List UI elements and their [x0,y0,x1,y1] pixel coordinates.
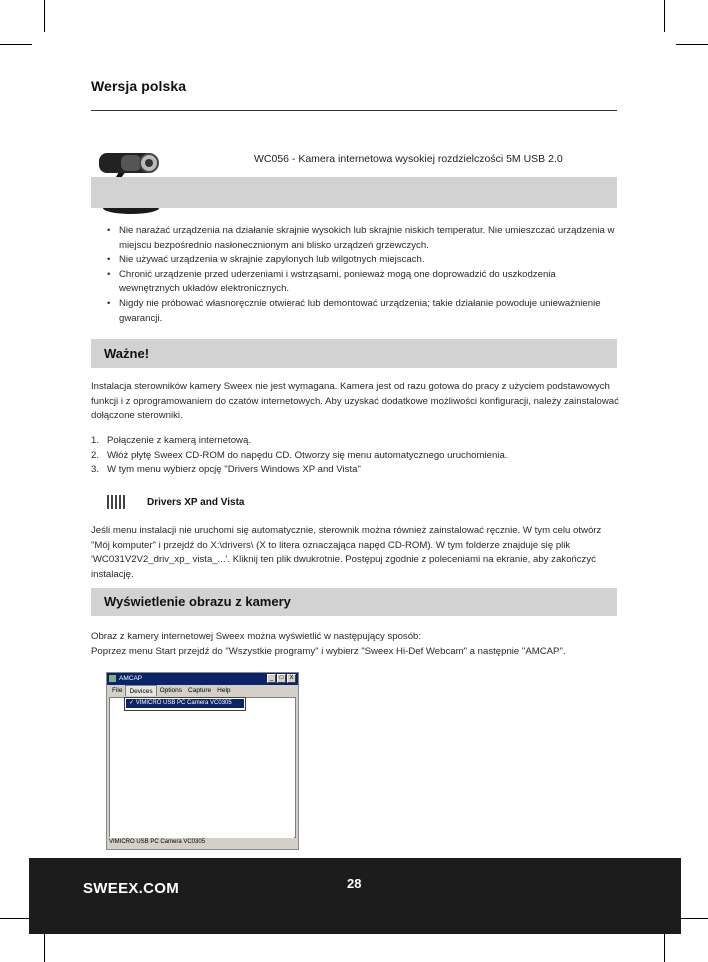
important-outro: Jeśli menu instalacji nie uruchomi się automatycznie, sterownik można również zainstalować ręcznie. W tym celu otwórz "Mój komputer" i przejdź do X:\drivers\ (X to litera oznaczająca napęd CD-ROM). W tym folderze znajduje się plik 'WC031V2V2_driv_xp_ vista_...'. Kliknij ten plik dwukrotnie. Postępuj zgodnie z poleceniami na ekranie, aby zakończyć instalację. [91,525,602,580]
device-item: ✓ VIMICRO USB PC Camera VC0305 [126,699,244,708]
menu-file: File [112,687,123,694]
section-title-important: Ważne! [104,346,150,361]
crop-mark [664,0,665,32]
display-line-1: Obraz z kamery internetowej Sweex można wyświetlić w następujący sposób: [91,631,422,642]
product-bar [91,177,617,208]
amcap-title: AMCAP [119,675,143,682]
page-header-title: Wersja polska [91,78,187,94]
app-icon [109,675,116,682]
list-item: 3. W tym menu wybierz opcję "Drivers Windows XP and Vista" [91,464,361,476]
product-title: WC056 - Kamera internetowa wysokiej rozdzielczości 5M USB 2.0 [254,153,563,165]
section-bar-important [91,339,617,368]
crop-mark [44,932,45,962]
important-intro: Instalacja sterowników kamery Sweex nie jest wymagana. Kamera jest od razu gotowa do pracy z użyciem podstawowych funkcji i z oprogramowaniem do czatów internetowych. Aby uzyskać dodatkowe możliwości konfiguracji, należy zainstalować dołączone sterowniki. [91,381,619,422]
minimize-icon: _ [267,674,276,683]
crop-mark [0,918,32,919]
menu-capture: Capture [188,687,212,694]
drivers-button-label: Drivers XP and Vista [147,496,245,508]
menu-help: Help [217,687,231,694]
maximize-icon: □ [277,674,286,683]
drivers-icon [107,495,127,509]
install-steps [91,434,507,478]
crop-mark [664,932,665,962]
section-title-display: Wyświetlenie obrazu z kamery [104,594,291,609]
header-rule [91,110,617,111]
amcap-titlebar [107,673,298,685]
list-item: • Nie używać urządzenia w skrajnie zapylonych lub wilgotnych miejscach. [107,253,619,268]
list-item: • Nigdy nie próbować własnoręcznie otwierać lub demontować urządzenia; takie działanie powoduje unieważnienie gwarancji. [107,297,619,326]
display-line-2: Poprzez menu Start przejdź do "Wszystkie programy" i wybierz "Sweex Hi-Def Webcam" a następnie "AMCAP". [91,646,566,657]
amcap-preview [109,697,296,838]
footer-brand: SWEEX.COM [83,880,180,897]
crop-mark [0,44,32,45]
page-number: 28 [347,876,362,891]
warnings-list [107,224,619,326]
amcap-status: VIMICRO USB PC Camera VC0305 [109,837,294,847]
amcap-menubar [107,685,298,696]
list-item: • Nie narażać urządzenia na działanie skrajnie wysokich lub skrajnie niskich temperatur. Nie umieszczać urządzenia w miejscu bezpośrednio nasłonecznionym ani blisko urządzeń grzewczych. [107,224,619,253]
list-item: 2. Włóż płytę Sweex CD-ROM do napędu CD. Otworzy się menu automatycznego uruchomienia. [91,449,508,461]
footer [29,858,681,934]
amcap-window [106,672,299,850]
list-item: 1. Połączenie z kamerą internetową. [91,435,251,446]
menu-devices: Devices [125,685,156,696]
crop-mark [44,0,45,32]
menu-options: Options [159,687,183,694]
window-buttons [267,674,296,683]
close-icon: X [287,674,296,683]
devices-dropdown [124,697,246,711]
drivers-button[interactable] [107,494,244,510]
list-item: • Chronić urządzenie przed uderzeniami i wstrząsami, ponieważ mogą one doprowadzić do uszkodzenia wewnętrznych układów elektronicznych. [107,268,619,297]
crop-mark [676,44,708,45]
